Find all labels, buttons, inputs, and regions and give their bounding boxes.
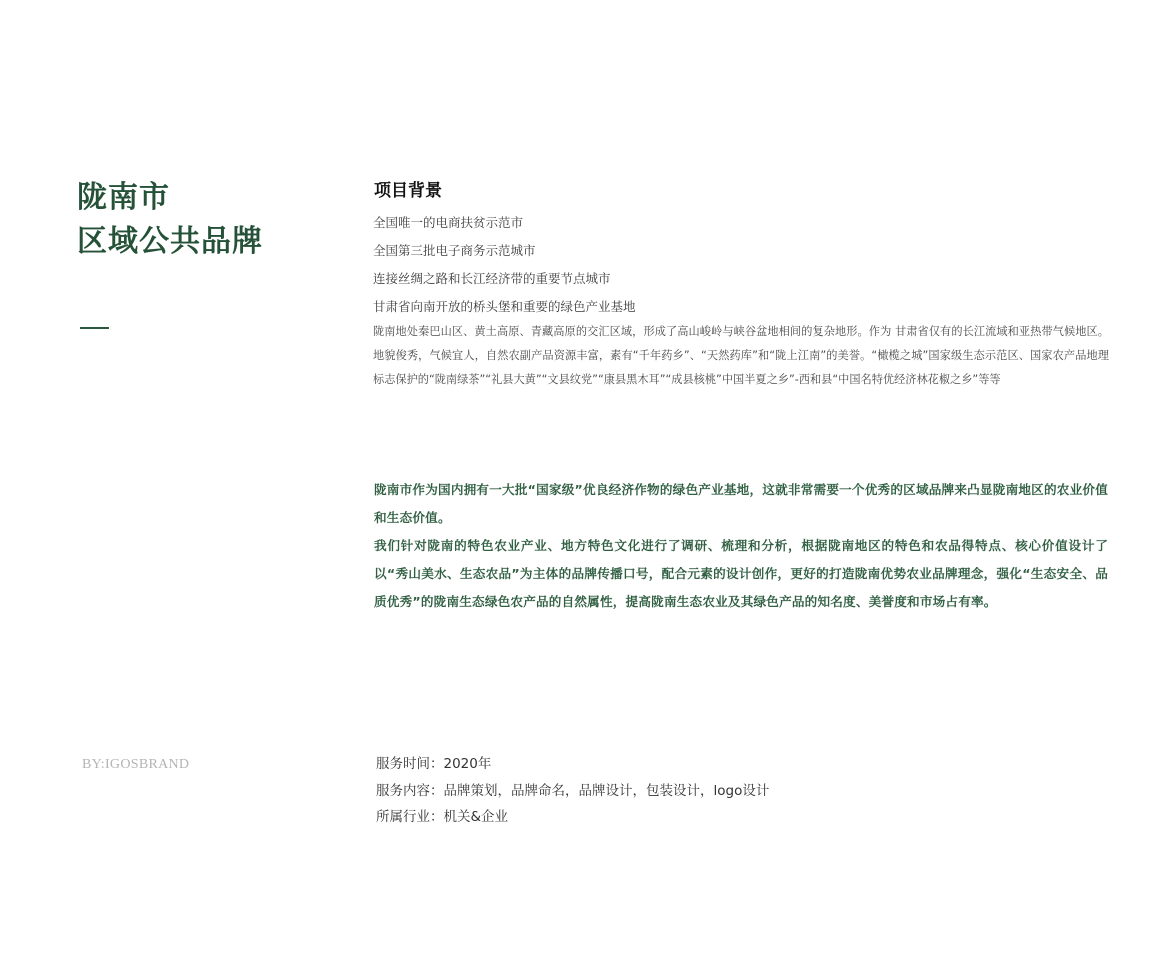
title-divider [80, 327, 109, 329]
service-info [376, 751, 769, 831]
background-point: 全国第三批电子商务示范城市 [373, 243, 536, 258]
background-heading: 项目背景 [374, 181, 442, 201]
summary-paragraph-1: 陇南市作为国内拥有一大批“国家级”优良经济作物的绿色产业基地，这就非常需要一个优秀的区域品牌来凸显陇南地区的农业价值和生态价值。 [374, 482, 1108, 525]
by-credit: BY:IGOSBRAND [82, 757, 190, 772]
background-point: 全国唯一的电商扶贫示范市 [373, 215, 524, 230]
background-point: 连接丝绸之路和长江经济带的重要节点城市 [373, 271, 611, 286]
summary-paragraph-2: 我们针对陇南的特色农业产业、地方特色文化进行了调研、梳理和分析，根据陇南地区的特色和农品得特点、核心价值设计了以“秀山美水、生态农品”为主体的品牌传播口号，配合元素的设计创作，更好的打造陇南优势农业品牌理念，强化“生态安全、品质优秀”的陇南生态绿色农产品的自然属性，提高陇南生态农业及其绿色产品的知名度、美誉度和市场占有率。 [374, 538, 1108, 609]
background-description: 陇南地处秦巴山区、黄土高原、青藏高原的交汇区域，形成了高山峻岭与峡谷盆地相间的复杂地形。作为 甘肃省仅有的长江流域和亚热带气候地区。地貌俊秀，气候宜人，自然农副产品资源丰富，素有“千年药乡”、“天然药库”和“陇上江南”的美誉。“橄榄之城”国家级生态示范区、国家农产品地理标志保护的“陇南绿茶”“礼县大黄”“文县纹党”“康县黑木耳”“成县核桃”中国半夏之乡”-西和县“中国名特优经济林花椒之乡”等等 [373, 325, 1109, 386]
brand-title [77, 176, 263, 264]
service-content: 服务内容：品牌策划，品牌命名，品牌设计，包装设计，logo设计 [376, 782, 770, 799]
background-points [373, 209, 636, 321]
brand-title-line-1: 陇南市 [77, 180, 170, 215]
service-time: 服务时间：2020年 [376, 756, 492, 772]
project-summary [374, 476, 1108, 616]
brand-title-line-2: 区域公共品牌 [77, 224, 263, 259]
background-point: 甘肃省向南开放的桥头堡和重要的绿色产业基地 [373, 299, 636, 314]
service-industry: 所属行业：机关&企业 [376, 809, 509, 825]
